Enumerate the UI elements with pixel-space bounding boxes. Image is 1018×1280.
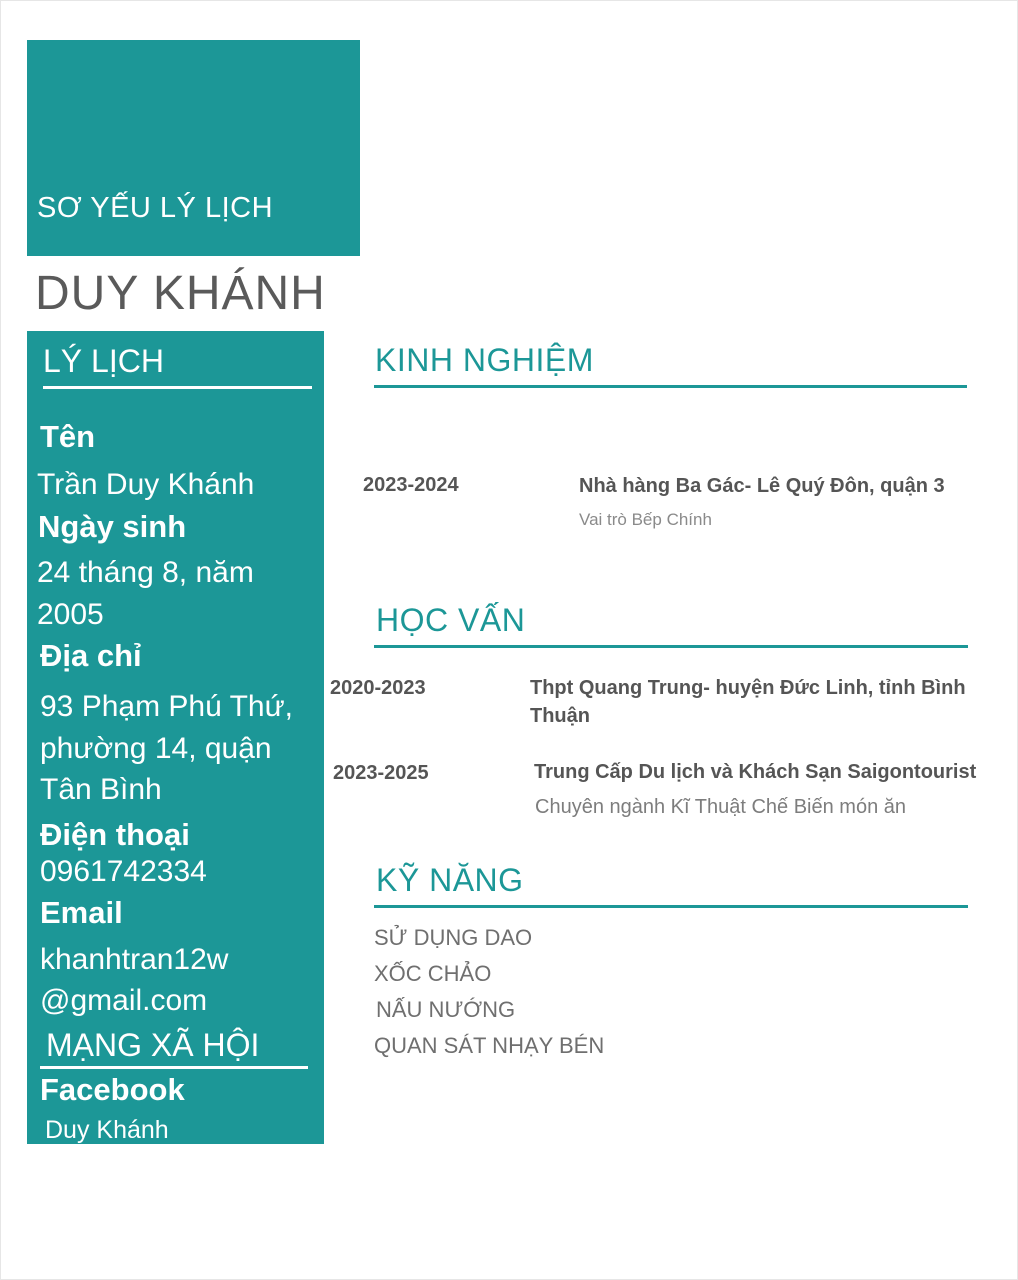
document-title: SƠ YẾU LÝ LỊCH	[37, 192, 274, 224]
dob-line-1: 24 tháng 8, năm	[37, 556, 254, 589]
education-divider	[374, 645, 968, 648]
phone-value: 0961742334	[40, 855, 207, 888]
skills-divider	[374, 905, 968, 908]
address-line-2: phường 14, quận	[40, 732, 272, 765]
skill-item: XỐC CHẢO	[374, 961, 492, 986]
experience-title: KINH NGHIỆM	[375, 342, 594, 378]
education-school-1-line-2: Thuận	[530, 705, 590, 727]
education-title: HỌC VẤN	[376, 602, 526, 638]
education-major-2: Chuyên ngành Kĩ Thuật Chế Biến món ăn	[535, 796, 906, 818]
education-years-1: 2020-2023	[330, 677, 426, 699]
profile-section-title: LÝ LỊCH	[43, 343, 164, 379]
address-line-1: 93 Phạm Phú Thứ,	[40, 690, 294, 723]
education-school-1-line-1: Thpt Quang Trung- huyện Đức Linh, tỉnh Bình	[530, 677, 966, 699]
facebook-label: Facebook	[40, 1072, 185, 1107]
email-line-2: @gmail.com	[40, 984, 208, 1017]
address-label: Địa chỉ	[40, 638, 142, 673]
social-section-title: MẠNG XÃ HỘI	[46, 1027, 260, 1063]
experience-years: 2023-2024	[363, 474, 459, 496]
experience-place: Nhà hàng Ba Gác- Lê Quý Đôn, quận 3	[579, 475, 945, 497]
candidate-name: DUY KHÁNH	[35, 267, 326, 320]
dob-label: Ngày sinh	[38, 509, 187, 544]
education-years-2: 2023-2025	[333, 762, 429, 784]
address-line-3: Tân Bình	[40, 773, 162, 806]
skills-title: KỸ NĂNG	[376, 862, 524, 898]
name-value: Trần Duy Khánh	[37, 468, 255, 501]
email-line-1: khanhtran12w	[40, 943, 229, 976]
skill-item: NẤU NƯỚNG	[376, 997, 516, 1022]
dob-line-2: 2005	[37, 598, 104, 631]
experience-role: Vai trò Bếp Chính	[579, 510, 712, 529]
skill-item: QUAN SÁT NHẠY BÉN	[374, 1033, 605, 1058]
name-label: Tên	[40, 419, 96, 454]
facebook-value: Duy Khánh	[45, 1116, 169, 1144]
experience-divider	[374, 385, 967, 388]
email-label: Email	[40, 895, 123, 930]
education-school-2: Trung Cấp Du lịch và Khách Sạn Saigontourist	[534, 761, 977, 783]
profile-title-divider	[43, 386, 312, 389]
phone-label: Điện thoại	[40, 817, 190, 852]
social-title-divider	[40, 1066, 308, 1069]
skill-item: SỬ DỤNG DAO	[374, 925, 533, 950]
